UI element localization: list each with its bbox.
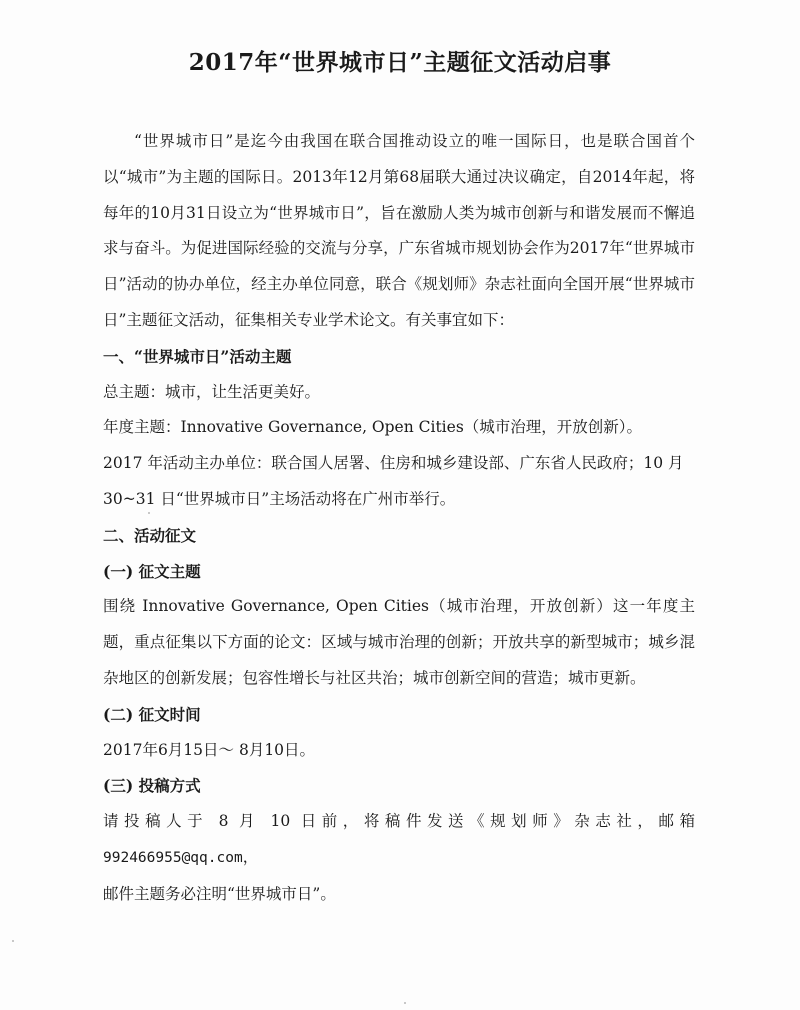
intro-line: 征文活动，征集相关专业学术论文。有关事宜如下：	[157, 310, 514, 329]
document-body	[103, 124, 695, 913]
sub2-heading: (二) 征文时间	[103, 704, 201, 724]
sub3-heading: (三) 投稿方式	[103, 776, 201, 796]
submission-line: 邮件主题务必注明“世界城市日”。	[103, 884, 336, 903]
sub1-line: 的创新发展；包容性增长与社区共治；城市创新空间的营造；城市更新。	[149, 668, 646, 687]
intro-paragraph	[103, 124, 695, 339]
organizers-line: 30~31 日“世界城市日”主场活动将在广州市举行。	[103, 489, 456, 508]
document-title: 2017年“世界城市日”主题征文活动启事	[188, 49, 612, 76]
organizers-line: 2017 年活动主办单位：联合国人居署、住房和城乡建设部、广东省人民政府；10 月	[103, 454, 684, 473]
scan-speck	[404, 1002, 406, 1004]
submission-line-suffix: ，	[242, 847, 259, 866]
sub1-paragraph	[103, 589, 695, 696]
scan-speck	[12, 940, 14, 942]
annual-theme: 年度主题：Innovative Governance, Open Cities（城市治理，开放创新）。	[103, 418, 643, 437]
main-theme: 总主题：城市，让生活更美好。	[103, 382, 321, 401]
scan-speck	[148, 512, 150, 514]
submission-email: 992466955@qq.com	[103, 849, 243, 866]
sub1-line: 重点征集以下方面的论文：区域与城市治理的创新；开放共享的新型城市；城乡混杂地区	[103, 633, 695, 687]
sub1-line: 围绕 Innovative Governance, Open Cities（城市治理，开放创新）这一年度主题，	[103, 597, 695, 652]
submission-paragraph	[103, 804, 695, 912]
intro-line: 10月31日设立为“世界城市日”，旨在激励人类为城市创新与和谐发展而不懈追求与奋	[103, 203, 695, 258]
section2-heading: 二、活动征文	[103, 525, 197, 545]
sub1-heading: (一) 征文主题	[103, 561, 201, 581]
intro-line: “世界城市日”是迄今由我国在联合国推动设立的唯一国际日，也是联合国首个以“城	[103, 132, 695, 186]
intro-line: 市”为主题的国际日。2013年12月第68届联大通过决议确定，自2014年起，将每年的	[103, 167, 696, 222]
intro-line: 斗。为促进国际经验的交流与分享，广东省城市规划协会作为2017年“世界城市日”活动	[103, 239, 695, 294]
intro-line: 的协办单位，经主办单位同意，联合《规划师》杂志社面向全国开展“世界城市日”主题	[103, 275, 695, 329]
submission-period: 2017年6月15日～ 8月10日。	[103, 740, 316, 759]
submission-line-prefix: 请投稿人于 8 月 10 日前，将稿件发送《规划师》杂志社，邮箱	[103, 812, 695, 831]
section1-heading: 一、“世界城市日”活动主题	[103, 346, 292, 366]
organizers-paragraph	[103, 446, 695, 518]
